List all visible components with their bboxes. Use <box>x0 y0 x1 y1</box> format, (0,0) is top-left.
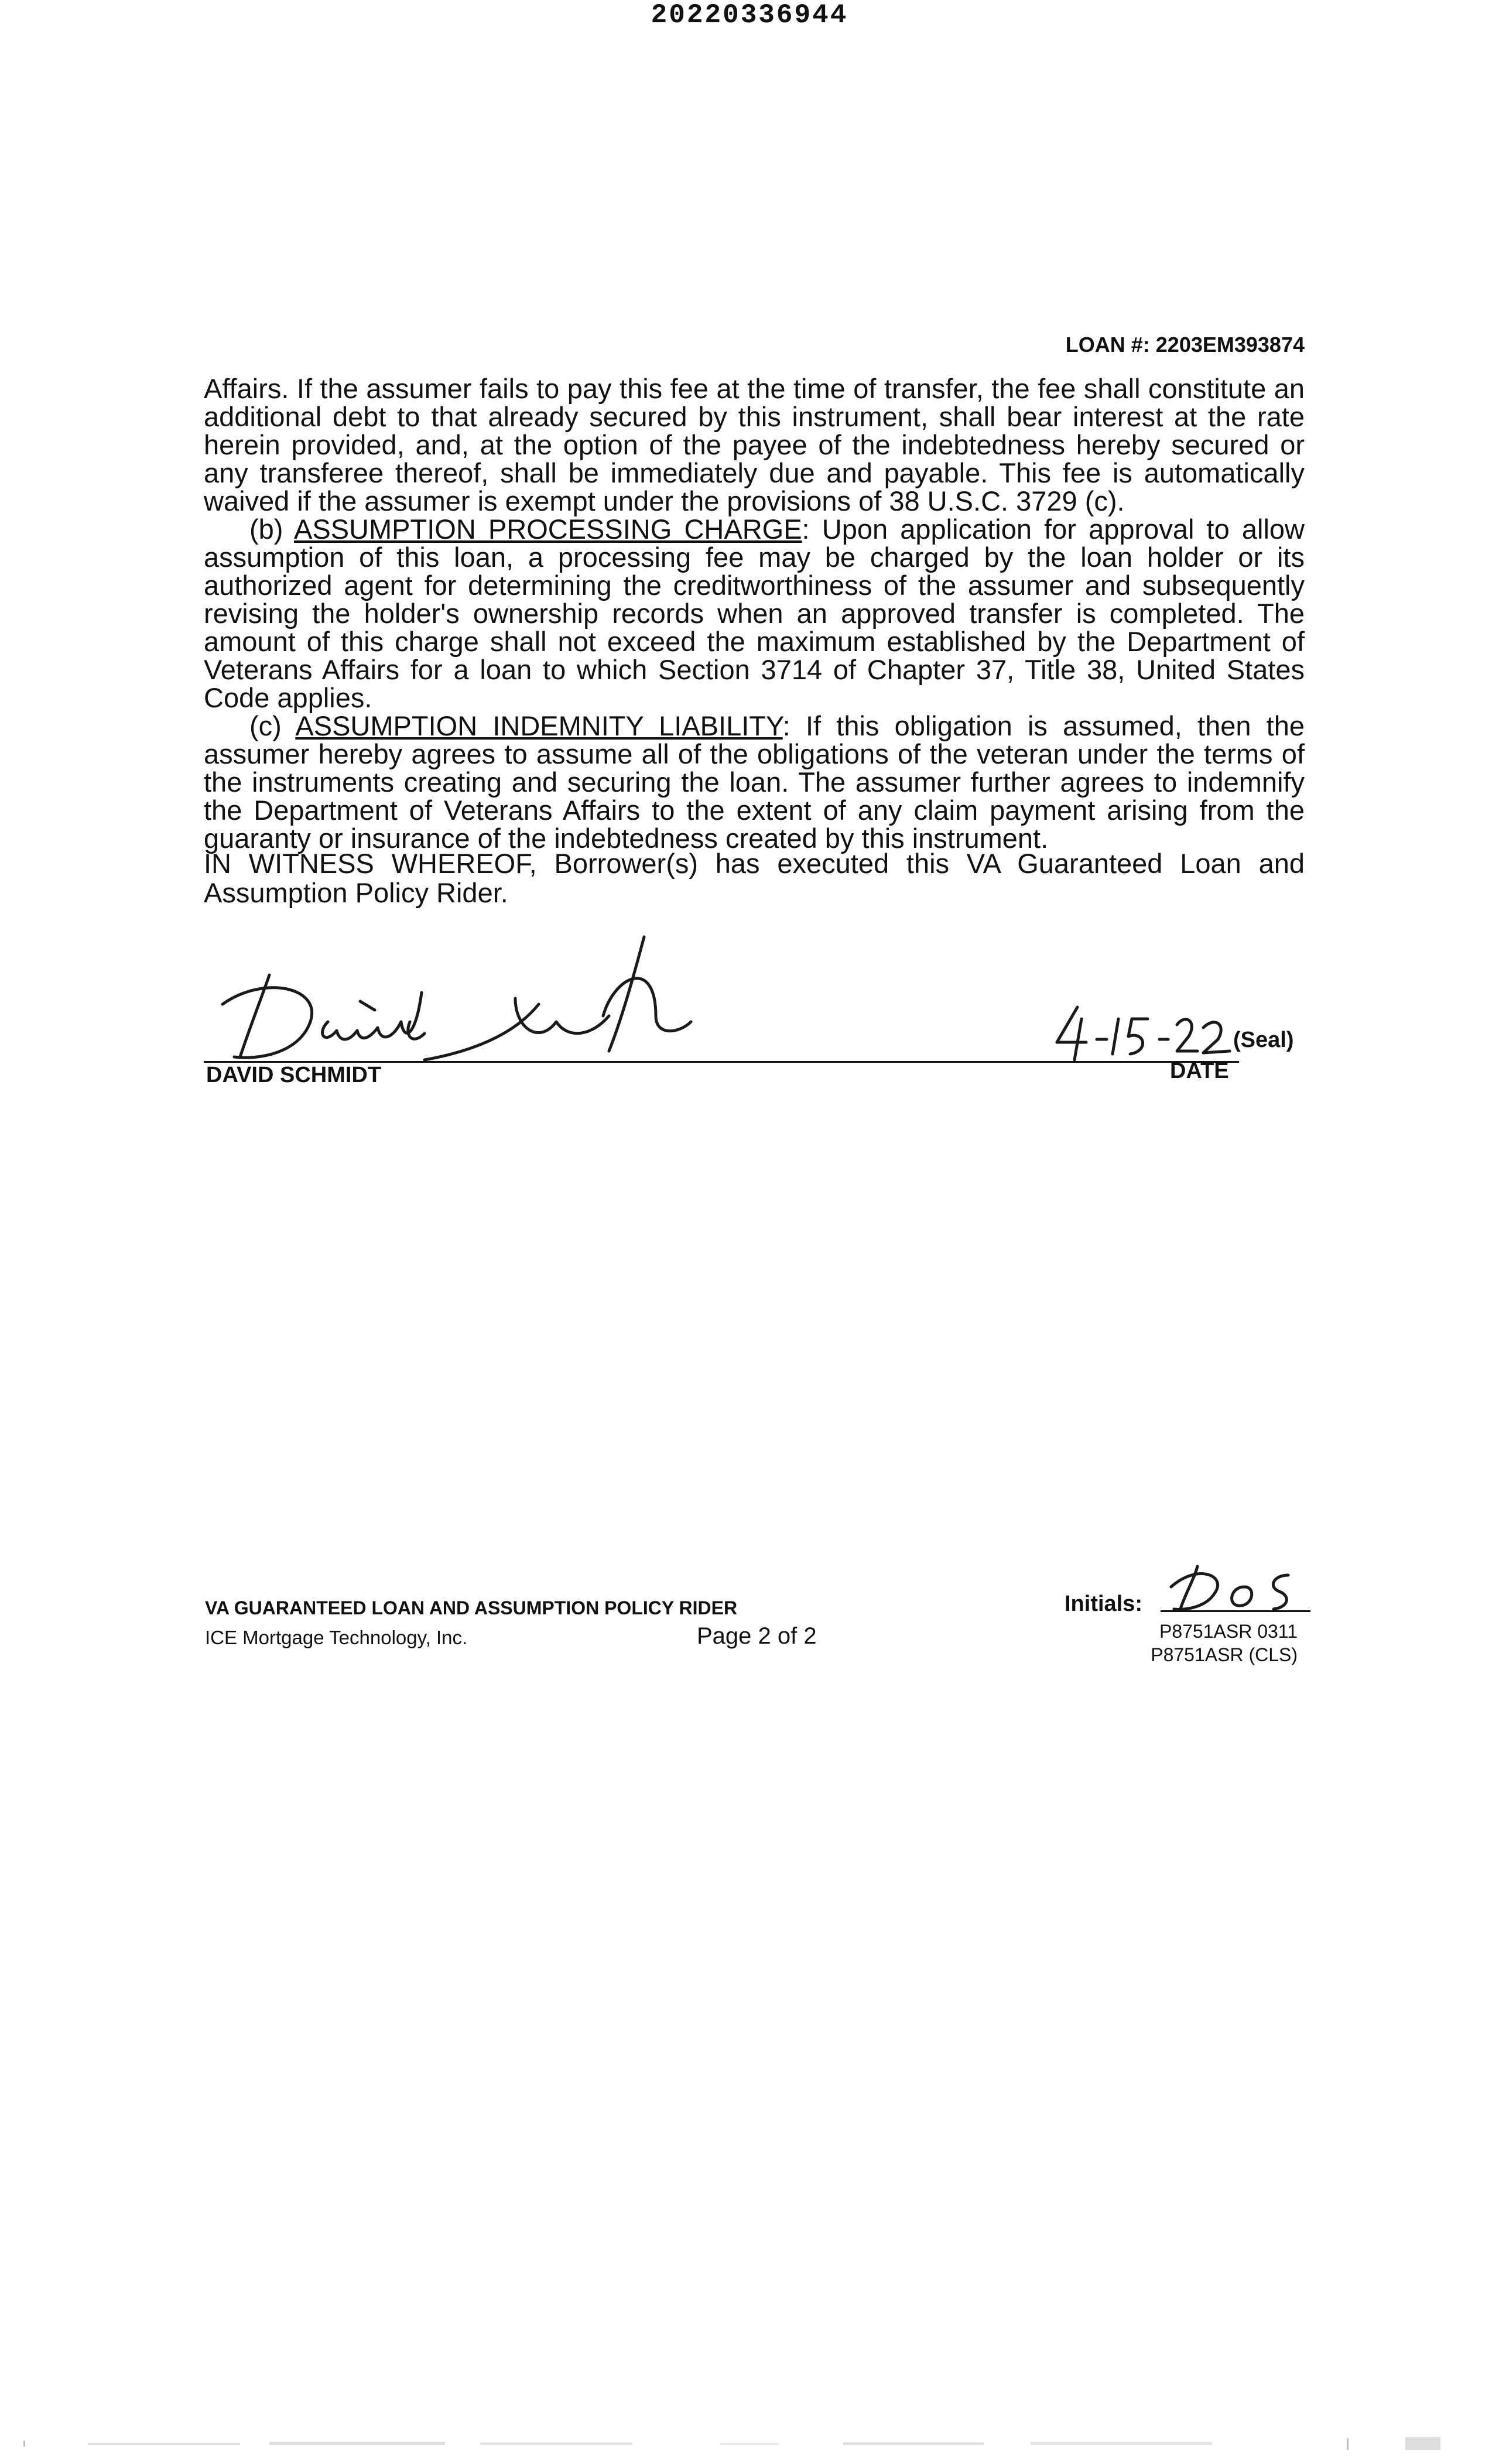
recording-number: 20220336944 <box>651 0 848 30</box>
paragraph-continuation: Affairs. If the assumer fails to pay this fee at the time of transfer, the fee shall constitute an additional debt to that already secured by this instrument, shall bear interest at the rate herein provided, and, at the option of the payee of the indebtedness hereby secured or any transferee thereof, shall be immediately due and payable. This fee is automatically waived if the assumer is exempt under the provisions of 38 U.S.C. 3729 (c). <box>204 373 1305 516</box>
seal-label: (Seal) <box>1233 1028 1294 1052</box>
heading-indemnity-liability: ASSUMPTION INDEMNITY LIABILITY <box>295 710 783 741</box>
paragraph-processing-charge <box>204 515 1305 712</box>
rider-body <box>204 375 1305 853</box>
indemnity-liability-text: : If this obligation is assumed, then the assumer hereby agrees to assume all of the obligations of the veteran under the terms of the instruments creating and securing the loan. The assumer further agrees to indemnify the Department of Veterans Affairs to the extent of any claim payment arising from the guaranty or insurance of the indebtedness created by this instrument. <box>204 710 1305 854</box>
scan-artifact-strip <box>0 2430 1499 2453</box>
initials-line <box>1161 1610 1310 1612</box>
paragraph-indemnity-liability <box>204 712 1305 853</box>
form-code-cls: P8751ASR (CLS) <box>1151 1644 1298 1665</box>
heading-processing-charge: ASSUMPTION PROCESSING CHARGE <box>294 514 802 545</box>
handwritten-initials <box>1162 1558 1315 1616</box>
loan-number: 2203EM393874 <box>1155 333 1305 357</box>
page-number: Page 2 of 2 <box>697 1623 817 1649</box>
borrower-signature <box>211 934 726 1074</box>
loan-number-label: LOAN #: <box>1065 333 1150 357</box>
date-label: DATE <box>1170 1059 1229 1083</box>
loan-number-line <box>1066 333 1305 357</box>
rider-title: VA GUARANTEED LOAN AND ASSUMPTION POLICY RIDER <box>205 1597 738 1618</box>
processing-charge-text: : Upon application for approval to allow assumption of this loan, a processing fee may be charged by the loan holder or its authorized agent for determining the creditworthiness of the assumer and subsequently revising the holder's ownership records when an approved transfer is completed. The amount of this charge shall not exceed the maximum established by the Department of Veterans Affairs for a loan to which Section 3714 of Chapter 37, Title 38, United States Code applies. <box>204 514 1305 713</box>
company-name: ICE Mortgage Technology, Inc. <box>205 1627 468 1648</box>
paragraph-marker-b: (b) <box>249 514 283 545</box>
form-code: P8751ASR 0311 <box>1159 1621 1298 1642</box>
handwritten-date <box>1045 995 1233 1066</box>
paragraph-marker-c: (c) <box>249 710 282 741</box>
witness-clause: IN WITNESS WHEREOF, Borrower(s) has executed this VA Guaranteed Loan and Assumption Policy Rider. <box>204 848 1305 908</box>
borrower-name: DAVID SCHMIDT <box>206 1063 382 1087</box>
initials-label: Initials: <box>1065 1592 1143 1616</box>
